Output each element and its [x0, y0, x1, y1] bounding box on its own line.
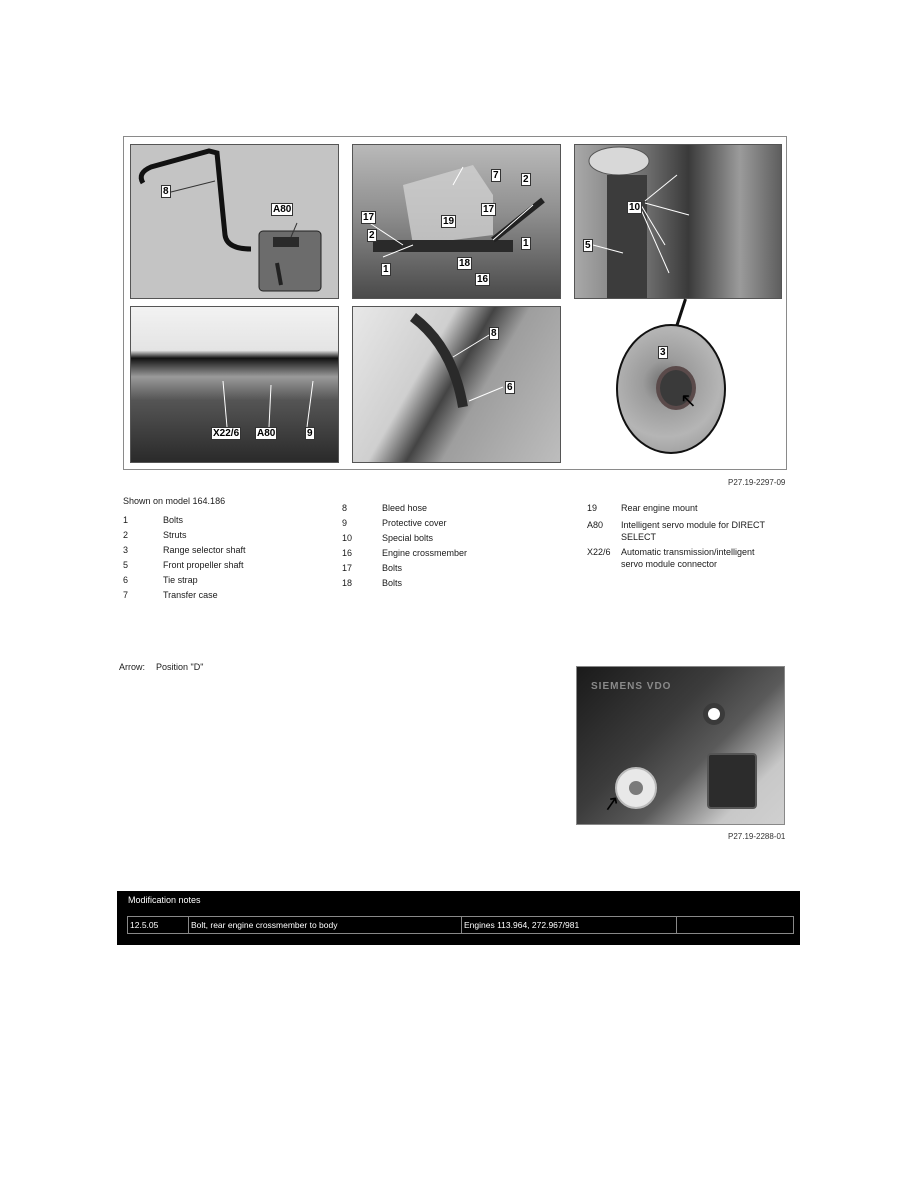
- callout-label: A80: [257, 428, 276, 439]
- callout-label: 18: [459, 258, 471, 269]
- legend-item: 8 Bleed hose: [342, 503, 428, 513]
- photo-panel-propeller-shaft: [574, 144, 782, 299]
- legend-item: 19 Rear engine mount: [587, 503, 698, 513]
- magnifier-pointer-line: [675, 299, 687, 327]
- exploded-diagram-figure: [123, 136, 787, 470]
- callout-label: X22/6: [213, 428, 240, 439]
- legend-item: 1 Bolts: [123, 515, 184, 525]
- legend-item: A80 Intelligent servo module for DIRECT SELECT: [587, 520, 765, 542]
- module-connector: [707, 753, 757, 809]
- legend-item: 9 Protective cover: [342, 518, 447, 528]
- callout-label: 1: [523, 238, 529, 249]
- photo-panel-tie-strap: [352, 306, 561, 463]
- callout-label: 9: [307, 428, 313, 439]
- mod-applies-to: Engines 113.964, 272.967/981: [462, 917, 677, 934]
- photo-panel-bleed-hose: [130, 144, 339, 299]
- legend-item: 5 Front propeller shaft: [123, 560, 244, 570]
- photo-panel-transfer-case: [352, 144, 561, 299]
- mod-date: 12.5.05: [128, 917, 189, 934]
- callout-label: 2: [369, 230, 375, 241]
- legend-item: 3 Range selector shaft: [123, 545, 246, 555]
- legend-item: 7 Transfer case: [123, 590, 218, 600]
- callout-label: 17: [483, 204, 495, 215]
- callout-label: 10: [629, 202, 641, 213]
- propeller-shaft-illustration: [575, 145, 782, 299]
- figure-caption: P27.19-2297-09: [728, 478, 786, 487]
- tie-strap-illustration: [353, 307, 561, 463]
- arrow-note-key: Arrow:: [119, 662, 146, 672]
- callout-label: 16: [477, 274, 489, 285]
- callout-label: 17: [363, 212, 375, 223]
- callout-label: 8: [491, 328, 497, 339]
- legend-title: Shown on model 164.186: [123, 496, 226, 506]
- callout-label: 3: [660, 347, 666, 358]
- arrow-note: [119, 662, 203, 672]
- bleed-hose-illustration: [131, 145, 339, 299]
- mounting-hole: [703, 703, 725, 725]
- photo-panel-connector: [130, 306, 339, 463]
- range-selector-shaft: [615, 767, 657, 809]
- figure-caption: P27.19-2288-01: [728, 832, 786, 841]
- mod-description: Bolt, rear engine crossmember to body: [189, 917, 462, 934]
- legend-item: 18 Bolts: [342, 578, 403, 588]
- table-row: [128, 917, 794, 934]
- arrow-icon: ↗: [601, 791, 622, 817]
- legend-item: 10 Special bolts: [342, 533, 434, 543]
- modification-notes-table: [127, 916, 794, 934]
- mod-extra: [677, 917, 794, 934]
- manufacturer-stamp: SIEMENS VDO: [591, 681, 672, 692]
- callout-label: 6: [507, 382, 513, 393]
- callout-label: A80: [273, 204, 292, 215]
- legend-item: 16 Engine crossmember: [342, 548, 468, 558]
- callout-label: 2: [523, 174, 529, 185]
- callout-label: 5: [585, 240, 591, 251]
- modification-notes-box: [117, 891, 800, 945]
- callout-label: 19: [443, 216, 455, 227]
- arrow-note-value: Position "D": [156, 662, 204, 672]
- arrow-icon: ↖: [680, 390, 697, 412]
- legend-item: 2 Struts: [123, 530, 187, 540]
- range-selector-shaft-detail: [616, 324, 726, 454]
- legend-item: X22/6 Automatic transmission/intelligent servo module connector: [587, 547, 755, 569]
- modification-notes-title: Modification notes: [128, 895, 201, 905]
- callout-label: 1: [383, 264, 389, 275]
- legend-item: 17 Bolts: [342, 563, 403, 573]
- callout-label: 8: [163, 186, 169, 197]
- selector-module-photo: [576, 666, 785, 825]
- callout-label: 7: [493, 170, 499, 181]
- legend-item: 6 Tie strap: [123, 575, 198, 585]
